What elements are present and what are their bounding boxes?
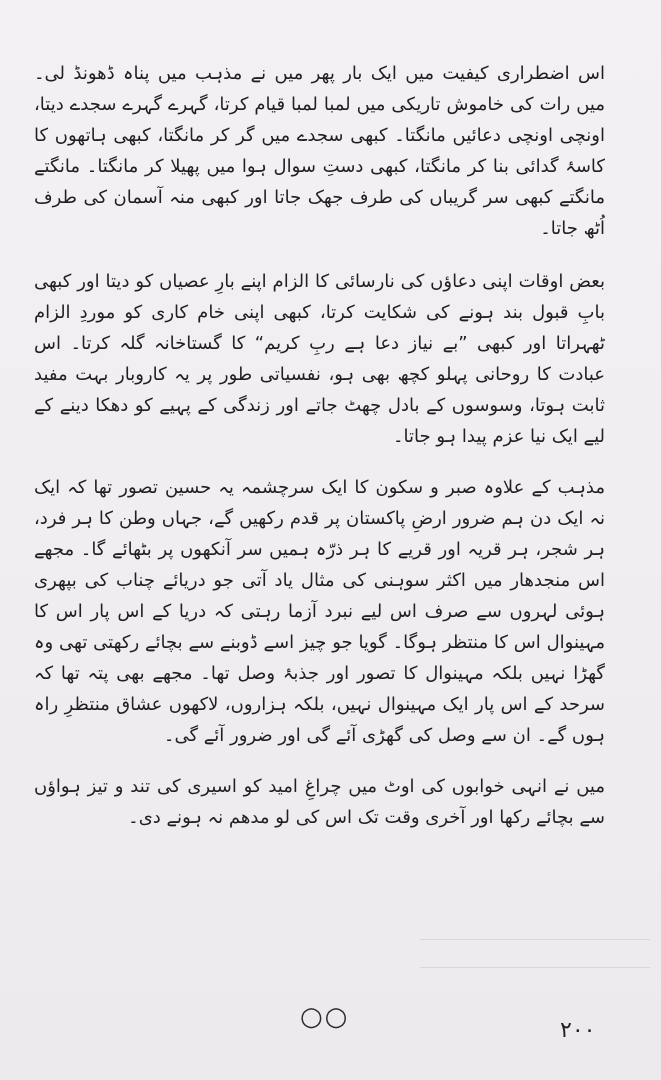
- paragraph-1: اس اضطراری کیفیت میں ایک بار پھر میں نے مذہب میں پناہ ڈھونڈ لی۔ میں رات کی خاموش تاریکی میں لمبا لمبا قیام کرتا، گہرے گہرے سجدے دیتا، اونچی اونچی دعائیں مانگتا۔ کبھی سجدے میں گر کر مانگتا، کبھی ہاتھوں کا کاسۂ گدائی بنا کر مانگتا، کبھی دستِ سوال ہوا میں پھیلا کر مانگتا۔ مانگتے مانگتے کبھی سر گریباں کی طرف جھک جاتا اور کبھی منہ آسمان کی طرف اُٹھ جاتا۔: [34, 63, 605, 239]
- page-number: ۲۰۰: [560, 1018, 596, 1043]
- show-through-text: [420, 925, 650, 985]
- paragraph-2: بعض اوقات اپنی دعاؤں کی نارسائی کا الزام اپنے بارِ عصیاں کو دیتا اور کبھی بابِ قبول بند ہونے کی شکایت کرتا، کبھی اپنی خام کاری کو موردِ الزام ٹھہراتا اور کبھی ”بے نیاز دعا ہے ربِ کریم“ کا گستاخانہ گلہ کرتا۔ اس عبادت کا روحانی پہلو کچھ بھی ہو، نفسیاتی طور پر یہ کاروبار بہت مفید ثابت ہوتا، وسوسوں کے بادل چھٹ جاتے اور زندگی کے پہیے کو دھکا دینے کے لیے ایک نیا عزم پیدا ہو جاتا۔: [34, 271, 605, 447]
- page-text: [34, 58, 639, 833]
- paragraph-4: میں نے انہی خوابوں کی اوٹ میں چراغِ امید کو اسیری کی تند و تیز ہواؤں سے بچائے رکھا اور آخری وقت تک اس کی لو مدھم نہ ہونے دی۔: [34, 776, 605, 828]
- section-ornament: ○○: [300, 1002, 350, 1032]
- paragraph-3: مذہب کے علاوہ صبر و سکون کا ایک سرچشمہ یہ حسین تصور تھا کہ ایک نہ ایک دن ہم ضرور ارضِ پاکستان پر قدم رکھیں گے، جہاں وطن کا ہر فرد، ہر شجر، ہر قریہ اور قریے کا ہر ذرّہ ہمیں سر آنکھوں پر بٹھائے گا۔ مجھے اس منجدھار میں اکثر سوہنی کی مثال یاد آتی جو دریائے چناب کی بپھری ہوئی لہروں سے صرف اس لیے نبرد آزما رہتی کہ دریا کے اس پار اس کا مہینوال اس کا منتظر ہوگا۔ گویا جو چیز اسے ڈوبنے سے بچائے رکھتی تھی وہ گھڑا نہیں بلکہ مہینوال کا تصور اور جذبۂ وصل تھا۔ مجھے بھی پتہ تھا کہ سرحد کے اس پار ایک مہینوال نہیں، بلکہ ہزاروں، لاکھوں عشاق منتظرِ راہ ہوں گے۔ ان سے وصل کی گھڑی آئے گی اور ضرور آئے گی۔: [34, 477, 605, 746]
